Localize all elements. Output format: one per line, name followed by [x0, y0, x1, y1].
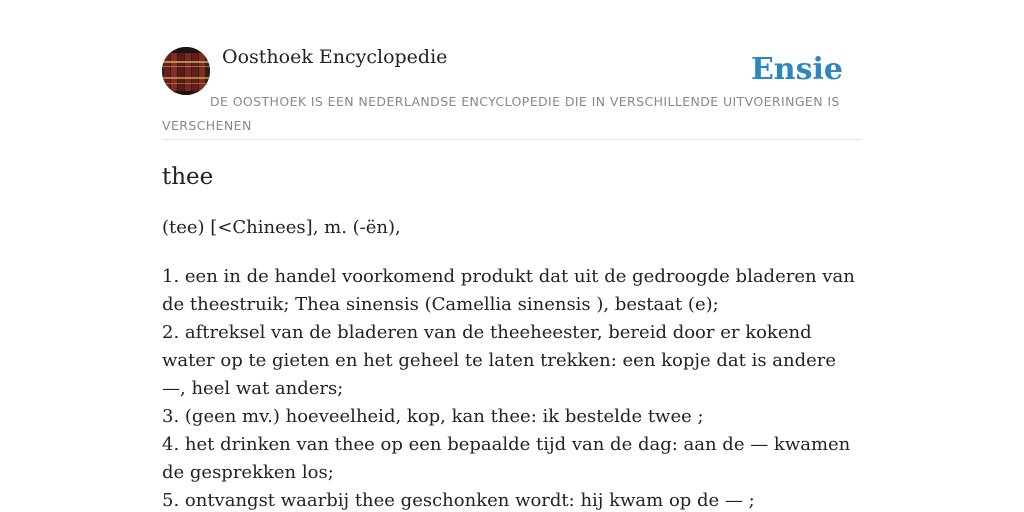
- definition-item: 1. een in de handel voorkomend produkt dat uit de gedroogde bladeren van de theestruik; Thea sinensis (Camellia sinensis ), bestaat (e);: [162, 266, 855, 315]
- source-description: DE OOSTHOEK IS EEN NEDERLANDSE ENCYCLOPEDIE DIE IN VERSCHILLENDE UITVOERINGEN IS VERSCHENEN: [162, 94, 840, 133]
- ensie-logo[interactable]: Ensie: [750, 52, 843, 87]
- entry-grammar: (tee) [<Chinees], m. (-ën),: [162, 217, 401, 238]
- definition-item: 4. het drinken van thee op een bepaalde tijd van de dag: aan de — kwamen de gesprekken los;: [162, 434, 851, 483]
- source-name[interactable]: Oosthoek Encyclopedie: [222, 46, 448, 68]
- definition-item: 5. ontvangst waarbij thee geschonken wordt: hij kwam op de — ;: [162, 490, 755, 511]
- encyclopedia-books-icon[interactable]: [162, 47, 210, 95]
- definition-item: 3. (geen mv.) hoeveelheid, kop, kan thee: ik bestelde twee ;: [162, 406, 704, 427]
- page-container: [162, 0, 862, 511]
- entry-title: thee: [162, 164, 214, 190]
- definition-item: 2. aftreksel van de bladeren van de theeheester, bereid door er kokend water op te gieten en het geheel te laten trekken: een kopje dat is andere —, heel wat anders;: [162, 322, 837, 399]
- source-header: [162, 0, 862, 140]
- definition-list: [162, 263, 862, 512]
